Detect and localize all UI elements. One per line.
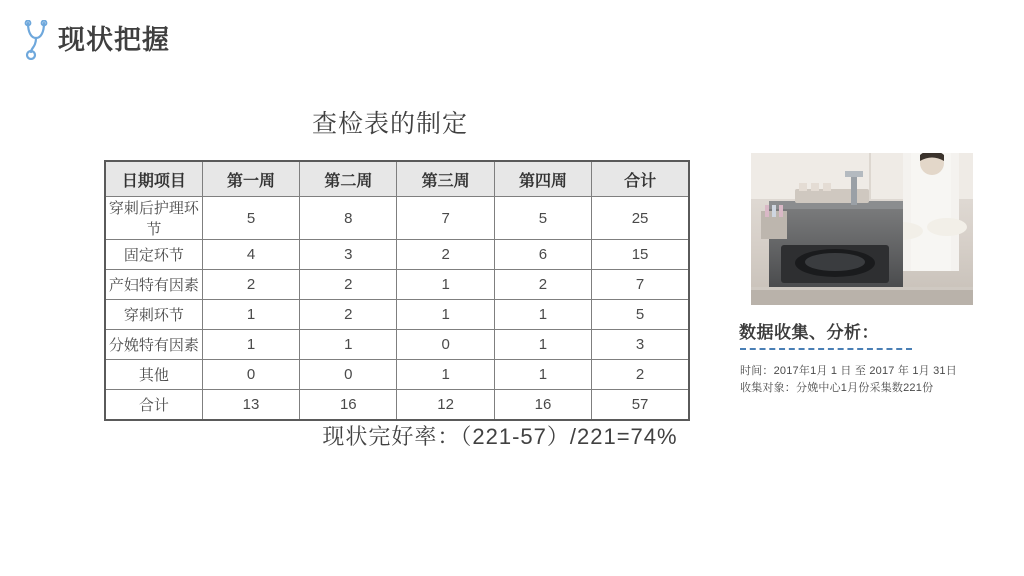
cell-total: 25 — [592, 197, 689, 240]
table-row — [105, 240, 689, 270]
cell-value: 2 — [397, 240, 494, 270]
row-label: 固定环节 — [105, 240, 202, 270]
cell-total: 57 — [592, 390, 689, 421]
cell-value: 0 — [397, 330, 494, 360]
page-title: 现状把握 — [58, 25, 170, 55]
check-table-body — [105, 161, 689, 420]
column-header-item: 日期项目 — [105, 161, 202, 197]
cell-value: 13 — [202, 390, 299, 421]
table-row — [105, 330, 689, 360]
cell-total: 5 — [592, 300, 689, 330]
completion-rate-formula: 现状完好率：（221-57）/221=74% — [322, 424, 678, 449]
column-header-week1: 第一周 — [202, 161, 299, 197]
cell-total: 7 — [592, 270, 689, 300]
cell-value: 16 — [494, 390, 591, 421]
column-header-week4: 第四周 — [494, 161, 591, 197]
cell-value: 1 — [494, 330, 591, 360]
cell-value: 2 — [300, 270, 397, 300]
row-label: 产妇特有因素 — [105, 270, 202, 300]
data-collection-heading: 数据收集、分析： — [739, 323, 879, 342]
cell-value: 0 — [300, 360, 397, 390]
row-label: 穿刺后护理环节 — [105, 197, 202, 240]
data-collection-time: 时间：2017年1月 1 日 至 2017 年 1月 31日 — [740, 365, 957, 377]
cell-value: 16 — [300, 390, 397, 421]
stethoscope-icon — [22, 20, 56, 60]
row-label: 其他 — [105, 360, 202, 390]
table-row — [105, 197, 689, 240]
cell-value: 1 — [397, 360, 494, 390]
cell-value: 4 — [202, 240, 299, 270]
table-total-row — [105, 390, 689, 421]
cell-value: 5 — [202, 197, 299, 240]
check-table-wrapper — [104, 160, 690, 421]
row-label: 穿刺环节 — [105, 300, 202, 330]
cell-value: 5 — [494, 197, 591, 240]
row-label: 分娩特有因素 — [105, 330, 202, 360]
slide-header — [0, 0, 1024, 78]
cell-value: 8 — [300, 197, 397, 240]
column-header-total: 合计 — [592, 161, 689, 197]
cell-value: 1 — [397, 300, 494, 330]
cell-value: 0 — [202, 360, 299, 390]
cell-total: 15 — [592, 240, 689, 270]
cell-total: 2 — [592, 360, 689, 390]
cell-value: 1 — [494, 360, 591, 390]
cell-value: 12 — [397, 390, 494, 421]
cell-value: 1 — [202, 330, 299, 360]
dashed-divider — [740, 348, 912, 350]
data-collection-target: 收集对象：分娩中心1月份采集数221份 — [740, 382, 934, 394]
laboratory-equipment-photo — [751, 153, 973, 305]
cell-value: 1 — [494, 300, 591, 330]
cell-value: 2 — [202, 270, 299, 300]
cell-value: 1 — [202, 300, 299, 330]
table-row — [105, 300, 689, 330]
cell-value: 1 — [300, 330, 397, 360]
column-header-week3: 第三周 — [397, 161, 494, 197]
cell-total: 3 — [592, 330, 689, 360]
cell-value: 3 — [300, 240, 397, 270]
cell-value: 7 — [397, 197, 494, 240]
table-header-row — [105, 161, 689, 197]
cell-value: 2 — [300, 300, 397, 330]
cell-value: 6 — [494, 240, 591, 270]
table-row — [105, 270, 689, 300]
column-header-week2: 第二周 — [300, 161, 397, 197]
table-row — [105, 360, 689, 390]
cell-value: 1 — [397, 270, 494, 300]
row-label-total: 合计 — [105, 390, 202, 421]
cell-value: 2 — [494, 270, 591, 300]
slide-title: 查检表的制定 — [311, 110, 468, 138]
check-table — [104, 160, 690, 421]
